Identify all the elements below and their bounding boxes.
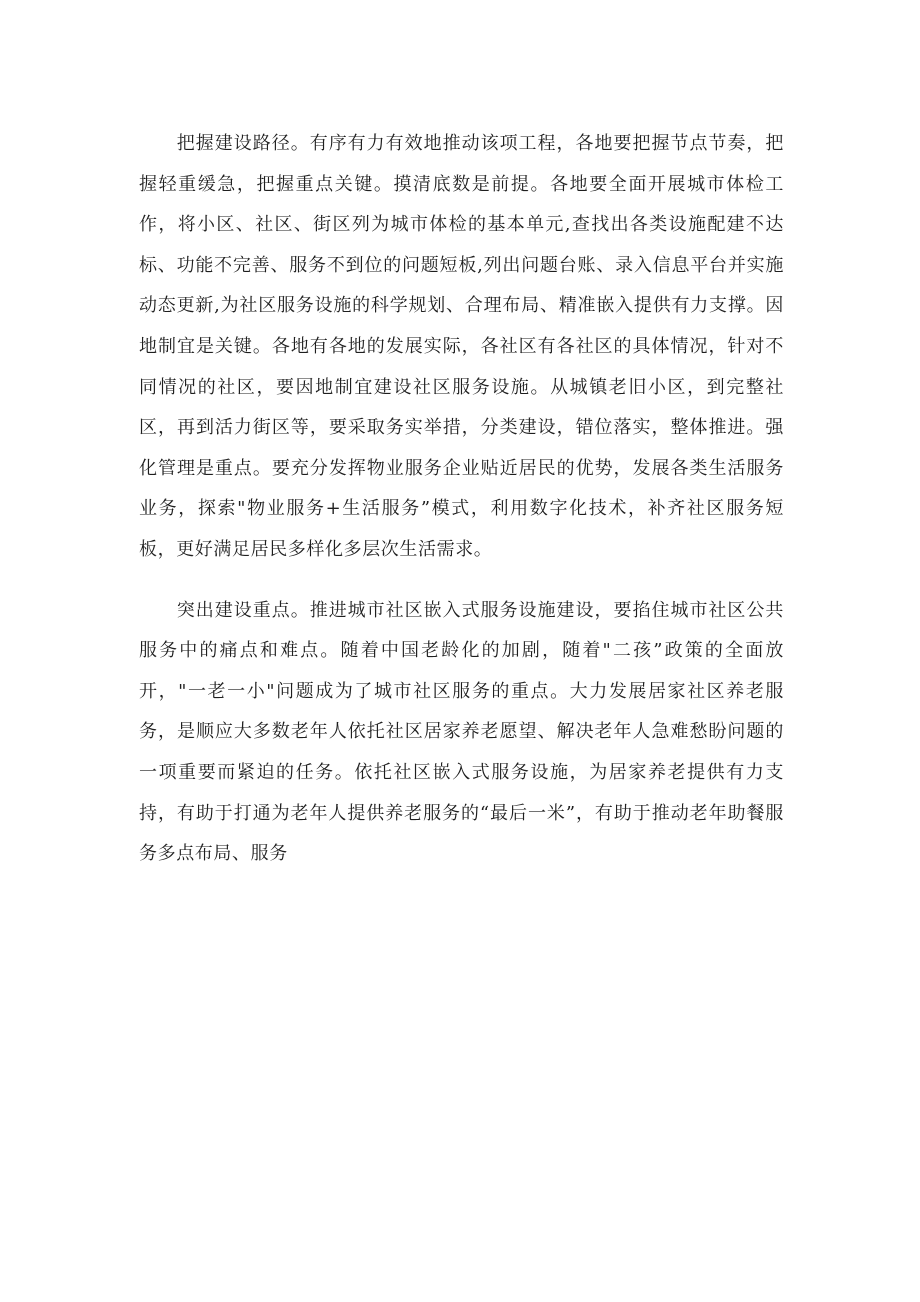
paragraph-construction-path: 把握建设路径。有序有力有效地推动该项工程，各地要把握节点节奏，把握轻重缓急，把握重点关键。摸清底数是前提。各地要全面开展城市体检工作，将小区、社区、街区列为城市体检的基本单元,查找出各类设施配建不达标、功能不完善、服务不到位的问题短板,列出问题台账、录入信息平台并实施动态更新,为社区服务设施的科学规划、合理布局、精准嵌入提供有力支撑。因地制宜是关键。各地有各地的发展实际，各社区有各社区的具体情况，针对不同情况的社区，要因地制宜建设社区服务设施。从城镇老旧小区，到完整社区，再到活力街区等，要采取务实举措，分类建设，错位落实，整体推进。强化管理是重点。要充分发挥物业服务企业贴近居民的优势，发展各类生活服务业务，探索"物业服务+生活服务”模式，利用数字化技术，补齐社区服务短板，更好满足居民多样化多层次生活需求。	[139, 133, 784, 560]
paragraph-construction-focus: 突出建设重点。推进城市社区嵌入式服务设施建设，要掐住城市社区公共服务中的痛点和难点。随着中国老龄化的加剧，随着"二孩”政策的全面放开，"一老一小"问题成为了城市社区服务的重点。大力发展居家社区养老服务，是顺应大多数老年人依托社区居家养老愿望、解决老年人急难愁盼问题的一项重要而紧迫的任务。依托社区嵌入式服务设施，为居家养老提供有力支持，有助于打通为老年人提供养老服务的“最后一米”，有助于推动老年助餐服务多点布局、服务	[139, 599, 784, 865]
document-body	[139, 124, 784, 875]
